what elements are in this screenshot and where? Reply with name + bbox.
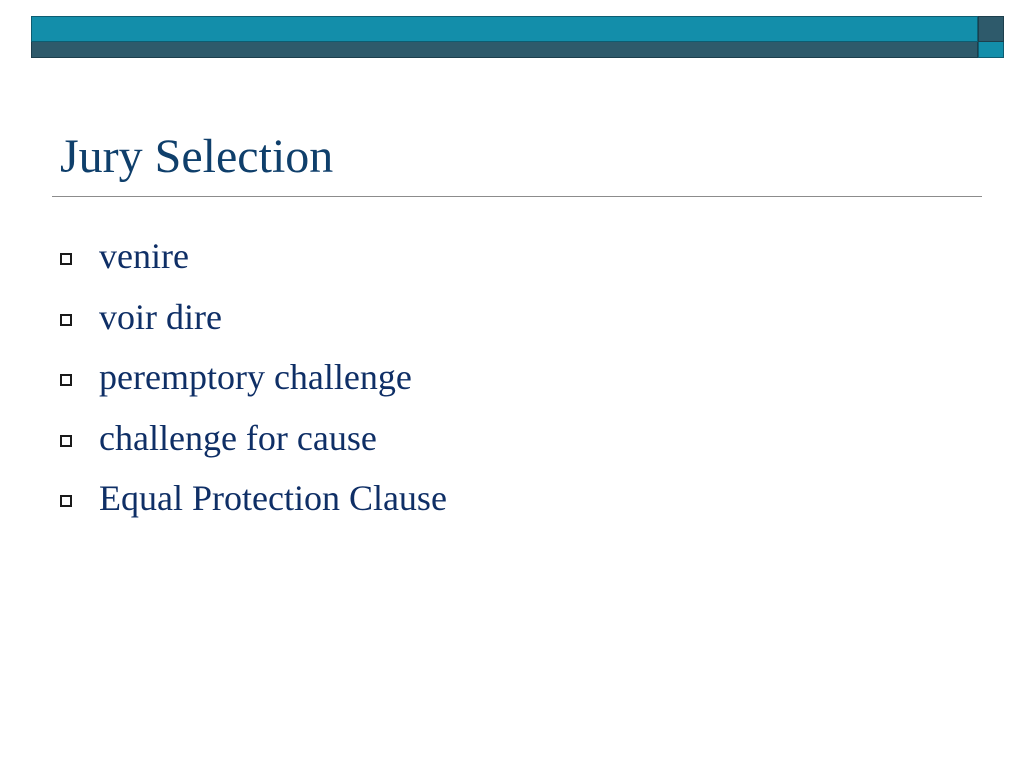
header-band-bottom — [31, 42, 978, 58]
bullet-text: Equal Protection Clause — [99, 478, 447, 519]
bullet-text: voir dire — [99, 296, 222, 337]
bullet-item — [60, 226, 447, 287]
bullet-item — [60, 287, 447, 348]
bullet-text: challenge for cause — [99, 417, 377, 458]
hollow-square-icon — [60, 495, 72, 507]
bullet-text: venire — [99, 236, 189, 277]
hollow-square-icon — [60, 435, 72, 447]
bullet-item — [60, 468, 447, 529]
bullet-item — [60, 347, 447, 408]
header-corner-block-top — [978, 16, 1004, 42]
hollow-square-icon — [60, 253, 72, 265]
header-corner-block-bottom — [978, 42, 1004, 58]
bullet-text: peremptory challenge — [99, 357, 412, 398]
bullet-item — [60, 408, 447, 469]
hollow-square-icon — [60, 314, 72, 326]
slide-title: Jury Selection — [60, 130, 334, 183]
title-divider — [52, 196, 982, 197]
bullet-list — [60, 226, 447, 529]
header-band-top — [31, 16, 978, 42]
hollow-square-icon — [60, 374, 72, 386]
